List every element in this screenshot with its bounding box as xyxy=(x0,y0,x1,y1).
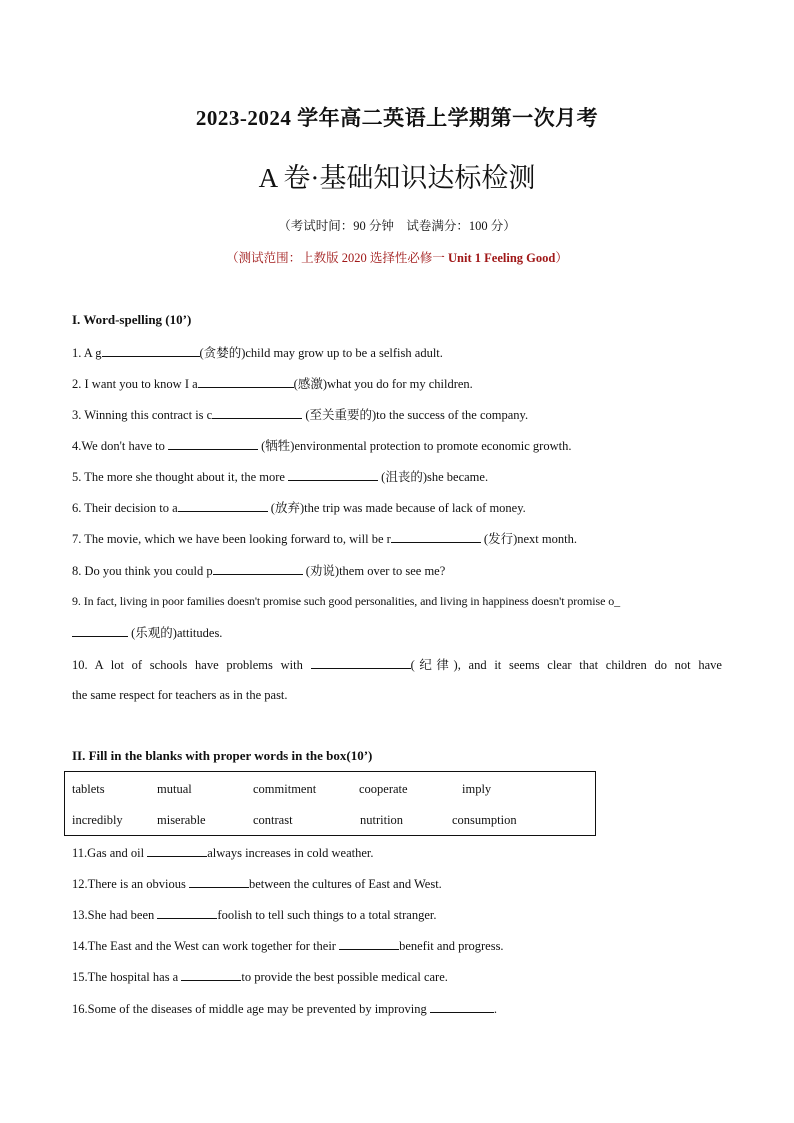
word-box-item: contrast xyxy=(253,813,293,827)
word-box-item: miserable xyxy=(157,813,206,827)
word-box-item: cooperate xyxy=(359,782,408,796)
question-15: 15.The hospital has a to provide the best possible medical care. xyxy=(72,970,448,984)
scope-unit: Unit 1 Feeling Good xyxy=(448,251,556,265)
answer-blank[interactable] xyxy=(181,968,241,981)
exam-info: （考试时间：90 分钟 试卷满分：100 分） xyxy=(278,219,516,233)
answer-blank[interactable] xyxy=(430,1000,494,1013)
answer-blank[interactable] xyxy=(147,844,207,857)
answer-blank[interactable] xyxy=(157,906,217,919)
scope-prefix: （测试范围：上教版 2020 选择性必修一 xyxy=(226,251,449,265)
answer-blank[interactable] xyxy=(213,562,303,575)
answer-blank[interactable] xyxy=(168,437,258,450)
answer-blank[interactable] xyxy=(72,624,128,637)
word-box-item: consumption xyxy=(452,813,517,827)
scope-suffix: ） xyxy=(555,251,568,265)
answer-blank[interactable] xyxy=(311,656,411,669)
question-7: 7. The movie, which we have been looking forward to, will be r (发行)next month. xyxy=(72,532,577,546)
question-4: 4.We don't have to (牺牲)environmental protection to promote economic growth. xyxy=(72,439,572,453)
question-3: 3. Winning this contract is c (至关重要的)to the success of the company. xyxy=(72,408,529,422)
question-6: 6. Their decision to a (放弃)the trip was made because of lack of money. xyxy=(72,501,526,515)
question-14: 14.The East and the West can work together for their benefit and progress. xyxy=(72,939,504,953)
question-9: 9. In fact, living in poor families doesn't promise such good personalities, and living in happiness doesn't promise o_ xyxy=(72,594,621,608)
answer-blank[interactable] xyxy=(212,406,302,419)
question-8: 8. Do you think you could p (劝说)them over to see me? xyxy=(72,564,446,578)
question-1: 1. A g (贪婪的)child may grow up to be a selfish adult. xyxy=(72,346,443,360)
exam-subtitle: A 卷·基础知识达标检测 xyxy=(258,163,536,193)
answer-blank[interactable] xyxy=(288,468,378,481)
question-13: 13.She had been foolish to tell such things to a total stranger. xyxy=(72,908,437,922)
answer-blank[interactable] xyxy=(198,375,294,388)
question-12: 12.There is an obvious between the cultures of East and West. xyxy=(72,877,442,891)
question-5: 5. The more she thought about it, the more (沮丧的)she became. xyxy=(72,470,489,484)
answer-blank[interactable] xyxy=(178,499,268,512)
word-box-item: incredibly xyxy=(72,813,123,827)
test-scope xyxy=(0,248,794,266)
exam-title: 2023-2024 学年高二英语上学期第一次月考 xyxy=(195,106,599,130)
answer-blank[interactable] xyxy=(391,530,481,543)
word-box-item: commitment xyxy=(253,782,317,796)
question-9-continued: (乐观的)attitudes. xyxy=(72,624,722,641)
section2-heading: II. Fill in the blanks with proper words in the box(10’) xyxy=(72,748,373,763)
word-box-item: tablets xyxy=(72,782,105,796)
answer-blank[interactable] xyxy=(339,937,399,950)
answer-blank[interactable] xyxy=(102,344,200,357)
question-10-continued: the same respect for teachers as in the past. xyxy=(72,688,288,702)
word-box-item: mutual xyxy=(157,782,192,796)
answer-blank[interactable] xyxy=(189,875,249,888)
question-16: 16.Some of the diseases of middle age may be prevented by improving . xyxy=(72,1002,498,1016)
question-11: 11.Gas and oil always increases in cold weather. xyxy=(72,846,374,860)
word-box-item: nutrition xyxy=(360,813,404,827)
word-box-item: imply xyxy=(462,782,492,796)
question-2: 2. I want you to know I a (感激)what you do for my children. xyxy=(72,377,473,391)
section1-heading: I. Word-spelling (10’) xyxy=(72,312,192,327)
question-10: 10. A lot of schools have problems with (纪律), and it seems clear that children do not have xyxy=(72,658,722,672)
word-box xyxy=(64,771,596,836)
